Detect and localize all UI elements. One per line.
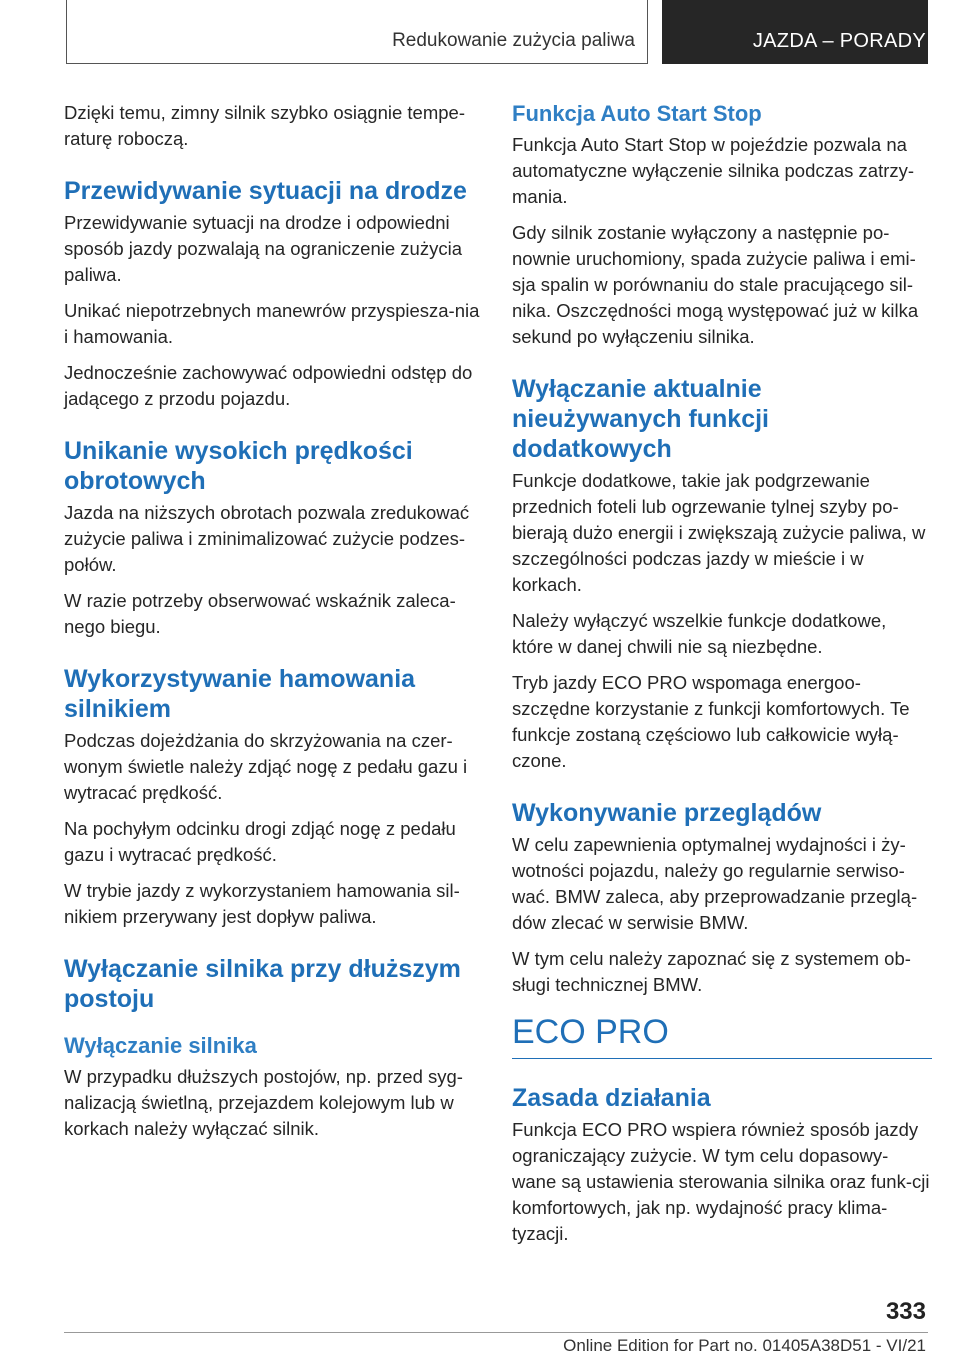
subheading-stop: Wyłączanie silnika: [64, 1033, 257, 1058]
eco-pro-title-wrap: [512, 1012, 932, 1059]
paragraph: W tym celu należy zapoznać się z systemem ob-sługi technicznej BMW.: [512, 948, 911, 995]
chapter-title: JAZDA – PORADY: [752, 30, 926, 52]
page-number: 333: [885, 1298, 926, 1325]
page-header: [66, 0, 928, 64]
heading-principle: Zasada działania: [512, 1084, 711, 1112]
heading-engine-brake: Wykorzystywanie hamowania silnikiem: [64, 665, 416, 723]
paragraph: Tryb jazdy ECO PRO wspomaga energoo-szczędne korzystanie z funkcji komfortowych. Te funkcje zostaną częściowo lub całkowicie wyłą-czone.: [512, 672, 910, 771]
paragraph: Jazda na niższych obrotach pozwala zredukować zużycie paliwa i zminimalizować zużycie podzes-połów.: [64, 502, 470, 575]
heading-rpm: Unikanie wysokich prędkości obrotowych: [64, 437, 413, 495]
paragraph: Dzięki temu, zimny silnik szybko osiągnie tempe-raturę roboczą.: [64, 102, 465, 149]
paragraph: Jednocześnie zachowywać odpowiedni odstęp do jadącego z przodu pojazdu.: [64, 362, 473, 409]
paragraph: Funkcje dodatkowe, takie jak podgrzewanie przednich foteli lub ogrzewanie tylnej szyby po-bierają dużo energii i zwiększają zużycie paliwa, w szczególności podczas jazdy w mieście i w korkach.: [512, 470, 926, 595]
section-tab: [66, 0, 648, 64]
left-column: [64, 100, 484, 1152]
heading-extra-functions: Wyłączanie aktualnie nieużywanych funkcji dodatkowych: [512, 375, 770, 463]
heading-service: Wykonywanie przeglądów: [512, 799, 822, 827]
heading-stop: Wyłączanie silnika przy dłuższym postoju: [64, 955, 461, 1013]
paragraph: Podczas dojeżdżania do skrzyżowania na czer-wonym świetle należy zdjąć nogę z pedału gazu i wytracać prędkość.: [64, 730, 468, 803]
right-column: [512, 100, 932, 1257]
paragraph: Należy wyłączyć wszelkie funkcje dodatkowe, które w danej chwili nie są niezbędne.: [512, 610, 887, 657]
chapter-tab: [662, 0, 928, 64]
paragraph: W razie potrzeby obserwować wskaźnik zaleca-nego biegu.: [64, 590, 456, 637]
footer-divider: [64, 1332, 928, 1333]
footer-edition: Online Edition for Part no. 01405A38D51 - VI/21: [563, 1336, 926, 1355]
heading-predict: Przewidywanie sytuacji na drodze: [64, 177, 467, 205]
paragraph: Unikać niepotrzebnych manewrów przyspiesza-nia i hamowania.: [64, 300, 480, 347]
section-title: Redukowanie zużycia paliwa: [392, 30, 635, 51]
paragraph: W celu zapewnienia optymalnej wydajności i ży-wotności pojazdu, należy go regularnie serwiso-wać. BMW zaleca, aby przeprowadzanie przeglą-dów zlecać w serwisie BMW.: [512, 834, 918, 933]
paragraph: Funkcja ECO PRO wspiera również sposób jazdy ograniczający zużycie. W tym celu dopasowy-wane są ustawienia sterowania silnika oraz funk-cji komfortowych, jak np. wydajność pracy klima-tyzacji.: [512, 1119, 930, 1244]
paragraph: W trybie jazdy z wykorzystaniem hamowania sil-nikiem przerywany jest dopływ paliwa.: [64, 880, 460, 927]
heading-autostart: Funkcja Auto Start Stop: [512, 101, 762, 126]
paragraph: W przypadku dłuższych postojów, np. przed syg-nalizacją świetlną, przejazdem kolejowym lub w korkach należy wyłączać silnik.: [64, 1066, 463, 1139]
paragraph: Przewidywanie sytuacji na drodze i odpowiedni sposób jazdy pozwalają na ograniczenie zużycia paliwa.: [64, 212, 462, 285]
heading-eco-pro: ECO PRO: [512, 1013, 669, 1051]
paragraph: Funkcja Auto Start Stop w pojeździe pozwala na automatyczne wyłączenie silnika podczas zatrzy-mania.: [512, 134, 915, 207]
paragraph: Gdy silnik zostanie wyłączony a następnie po-nownie uruchomiony, spada zużycie paliwa i emi-sja spalin w porównaniu do stale pracującego sil-nika. Oszczędności mogą występować już w kilka sekund po wyłączeniu silnika.: [512, 222, 919, 347]
paragraph: Na pochyłym odcinku drogi zdjąć nogę z pedału gazu i wytracać prędkość.: [64, 818, 456, 865]
